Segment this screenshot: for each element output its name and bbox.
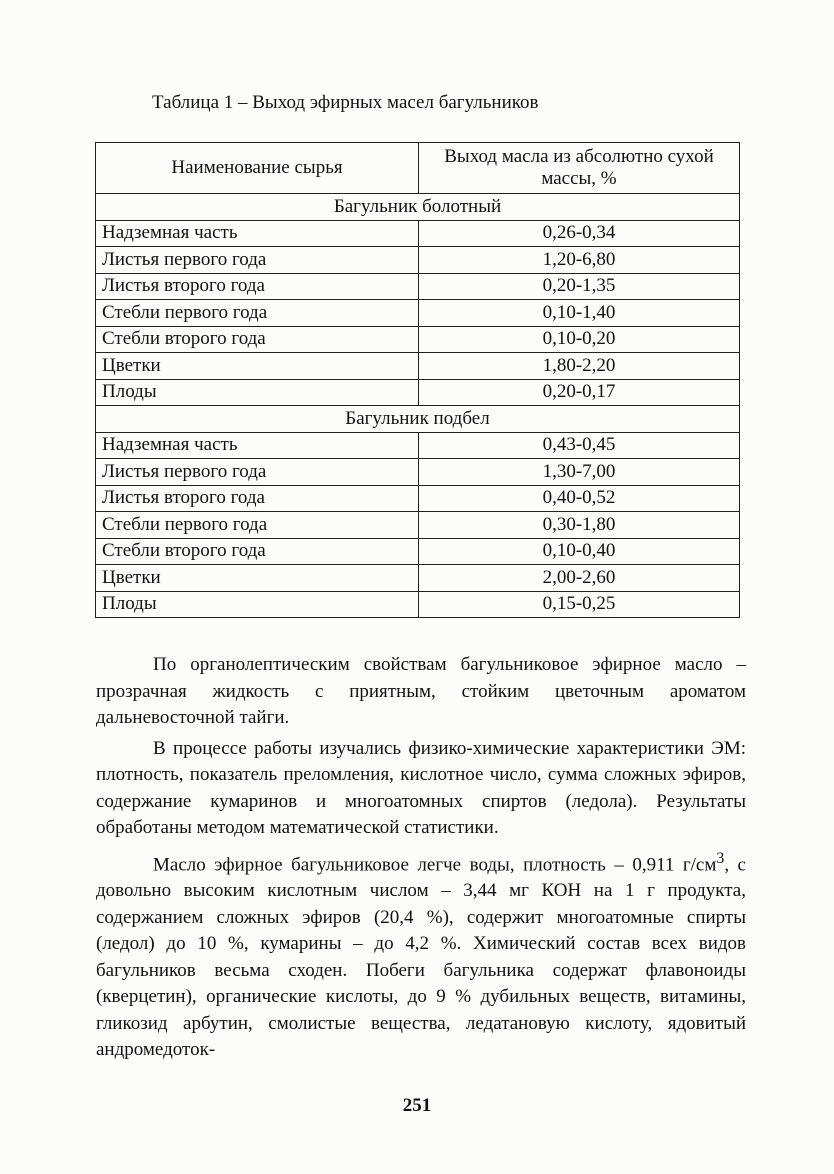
table-row	[96, 379, 740, 406]
yield-cell: 0,10-1,40	[419, 300, 740, 327]
page-number: 251	[402, 1095, 432, 1116]
group-title: Багульник подбел	[96, 406, 740, 433]
table-row	[96, 512, 740, 539]
table-row	[96, 538, 740, 565]
yield-cell: 0,26-0,34	[419, 220, 740, 247]
raw-material-cell: Плоды	[96, 591, 419, 618]
table-row	[96, 220, 740, 247]
raw-material-cell: Стебли первого года	[96, 512, 419, 539]
raw-material-cell: Надземная часть	[96, 220, 419, 247]
raw-material-cell: Цветки	[96, 353, 419, 380]
yield-cell: 0,43-0,45	[419, 432, 740, 459]
yield-cell: 1,20-6,80	[419, 247, 740, 274]
yield-cell: 0,40-0,52	[419, 485, 740, 512]
table-row	[96, 273, 740, 300]
raw-material-cell: Цветки	[96, 565, 419, 592]
table-row	[96, 432, 740, 459]
raw-material-cell: Листья первого года	[96, 247, 419, 274]
table-row	[96, 247, 740, 274]
header-raw-material: Наименование сырья	[96, 143, 419, 194]
paragraph-composition	[96, 846, 746, 1064]
table-row	[96, 591, 740, 618]
raw-material-cell: Стебли второго года	[96, 538, 419, 565]
paragraph-organoleptic: По органолептическим свойствам багульниковое эфирное масло – прозрачная жидкость с приятным, стойким цветочным ароматом дальневосточной тайги.	[96, 654, 746, 728]
table-row	[96, 353, 740, 380]
raw-material-cell: Листья второго года	[96, 485, 419, 512]
raw-material-cell: Плоды	[96, 379, 419, 406]
yield-cell: 0,10-0,40	[419, 538, 740, 565]
table-row	[96, 565, 740, 592]
yield-cell: 0,10-0,20	[419, 326, 740, 353]
raw-material-cell: Листья первого года	[96, 459, 419, 486]
raw-material-cell: Стебли второго года	[96, 326, 419, 353]
table-row	[96, 326, 740, 353]
table-row	[96, 459, 740, 486]
yield-cell: 0,20-1,35	[419, 273, 740, 300]
raw-material-cell: Надземная часть	[96, 432, 419, 459]
yield-cell: 0,20-0,17	[419, 379, 740, 406]
paragraph-composition-rest: , с довольно высоким кислотным числом – 3,44 мг КОН на 1 г продукта, содержанием сложных эфиров (20,4 %), содержит многоатомные спирты (ледол) до 10 %, кумарины – до 4,2 %. Химический состав всех видов багульников весьма сходен. Побеги багульника содержат флавоноиды (кверцетин), органические кислоты, до 9 % дубильных веществ, витамины, гликозид арбутин, смолистые вещества, ледатановую кислоту, ядовитый андромедоток-	[96, 853, 746, 1061]
yield-cell: 1,80-2,20	[419, 353, 740, 380]
yield-cell: 2,00-2,60	[419, 565, 740, 592]
essential-oil-yield-table	[95, 142, 740, 618]
table-caption: Таблица 1 – Выход эфирных масел багульников	[152, 92, 539, 113]
raw-material-cell: Стебли первого года	[96, 300, 419, 327]
table-header-row	[96, 143, 740, 194]
yield-cell: 0,15-0,25	[419, 591, 740, 618]
paragraph-composition-start: Масло эфирное багульниковое легче воды, плотность – 0,911 г/см	[153, 853, 717, 875]
table-row	[96, 300, 740, 327]
group-row	[96, 194, 740, 221]
raw-material-cell: Листья второго года	[96, 273, 419, 300]
yield-cell: 0,30-1,80	[419, 512, 740, 539]
group-row	[96, 406, 740, 433]
group-title: Багульник болотный	[96, 194, 740, 221]
yield-cell: 1,30-7,00	[419, 459, 740, 486]
table-row	[96, 485, 740, 512]
header-oil-yield: Выход масла из абсолютно сухой массы, %	[419, 143, 740, 194]
superscript-3: 3	[716, 849, 725, 867]
paragraph-methods: В процессе работы изучались физико-химические характеристики ЭМ: плотность, показатель преломления, кислотное число, сумма сложных эфиров, содержание кумаринов и многоатомных спиртов (ледола). Результаты обработаны методом математической статистики.	[96, 737, 746, 838]
body-text	[96, 652, 746, 1068]
